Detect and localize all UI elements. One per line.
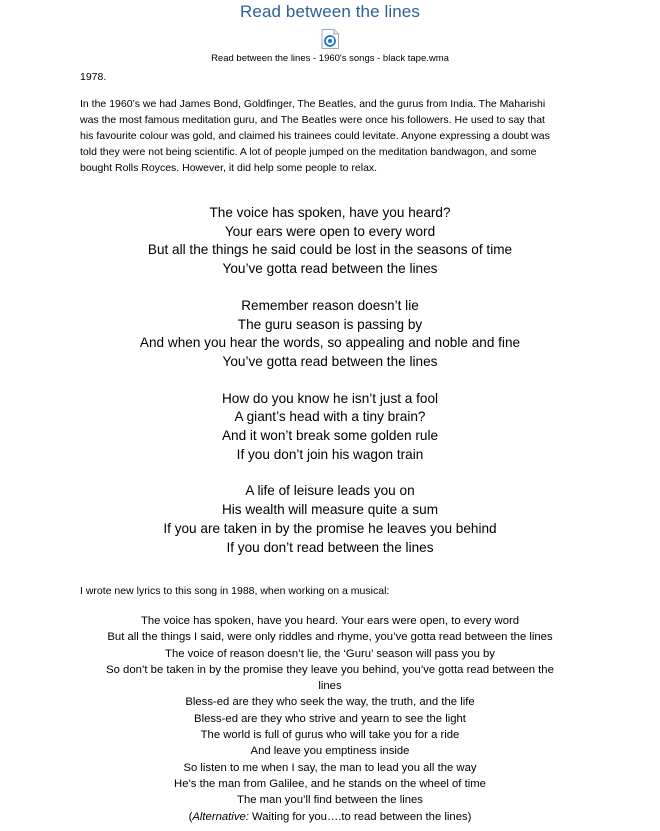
new-lyric-line: So don’t be taken in by the promise they leave you behind, you’ve gotta read between the xyxy=(106,663,554,676)
lyric-line: But all the things he said could be lost in the seasons of time xyxy=(147,242,513,258)
new-lyrics xyxy=(0,613,660,825)
lyric-line: Remember reason doesn’t lie xyxy=(241,297,419,313)
new-lyric-line: So listen to me when I say, the man to lead you all the way xyxy=(183,761,477,774)
verse-2 xyxy=(0,297,660,372)
year-label: 1978. xyxy=(80,71,107,83)
lyric-line: The voice has spoken, have you heard? xyxy=(209,205,451,220)
new-lyric-line: Bless-ed are they who seek the way, the truth, and the life xyxy=(185,696,475,709)
intro-line: his favourite colour was gold, and claimed his trainees could levitate. Anyone expressing a doubt was xyxy=(80,130,550,142)
intro-line: told they were not being scientific. A lot of people jumped on the meditation bandwagon, and some xyxy=(80,146,537,158)
intro-line: bought Rolls Royces. However, it did help some people to relax. xyxy=(80,162,378,174)
verse-3 xyxy=(0,390,660,465)
verse-4 xyxy=(0,482,660,557)
intro-line: In the 1960’s we had James Bond, Goldfinger, The Beatles, and the gurus from India. The Maharishi xyxy=(80,98,546,110)
alternative-line: (Alternative: Waiting for you….to read between the lines) xyxy=(188,810,472,823)
media-caption: Read between the lines - 1960's songs - black tape.wma xyxy=(211,53,449,64)
lyric-line: How do you know he isn’t just a fool xyxy=(221,390,439,406)
lyric-line: If you don’t join his wagon train xyxy=(236,446,424,462)
new-lyric-line: The world is full of gurus who will take you for a ride xyxy=(200,729,460,742)
lyric-line: The guru season is passing by xyxy=(237,316,423,332)
lyric-line: If you don’t read between the lines xyxy=(226,539,434,555)
lyric-line: And it won’t break some golden rule xyxy=(221,428,439,444)
new-lyrics-note: I wrote new lyrics to this song in 1988, when working on a musical: xyxy=(80,585,390,597)
lyric-line: If you are taken in by the promise he leaves you behind xyxy=(163,520,497,536)
original-lyrics xyxy=(0,204,660,575)
new-lyric-line: The voice of reason doesn’t lie, the ‘Guru’ season will pass you by xyxy=(165,647,495,660)
audio-file-icon[interactable] xyxy=(321,29,339,49)
lyric-line: Your ears were open to every word xyxy=(224,223,436,239)
lyric-line: His wealth will measure quite a sum xyxy=(221,502,439,518)
new-lyric-line: Bless-ed are they who strive and yearn to see the light xyxy=(194,712,466,725)
new-lyric-line: He’s the man from Galilee, and he stands on the wheel of time xyxy=(174,777,486,790)
verse-1 xyxy=(0,204,660,279)
lyric-line: You’ve gotta read between the lines xyxy=(222,353,438,369)
intro-paragraph xyxy=(80,96,595,176)
lyric-line: And when you hear the words, so appealing and noble and fine xyxy=(139,335,521,351)
new-lyric-line: And leave you emptiness inside xyxy=(250,745,410,758)
lyric-line: A life of leisure leads you on xyxy=(245,483,415,499)
lyric-line: A giant’s head with a tiny brain? xyxy=(234,409,426,425)
new-lyric-line: The voice has spoken, have you heard. Your ears were open, to every word xyxy=(140,615,520,627)
document-title: Read between the lines xyxy=(240,2,420,21)
alternative-text: Waiting for you….to read between the lines) xyxy=(248,810,472,823)
intro-line: was the most famous meditation guru, and The Beatles were once his followers. He used to say that xyxy=(80,114,545,126)
new-lyric-line: lines xyxy=(318,680,342,693)
alternative-label: Alternative: xyxy=(192,810,249,823)
new-lyric-line: The man you’ll find between the lines xyxy=(237,794,423,807)
new-lyric-line: But all the things I said, were only riddles and rhyme, you’ve gotta read between the lines xyxy=(107,631,553,644)
lyric-line: You’ve gotta read between the lines xyxy=(222,261,438,277)
